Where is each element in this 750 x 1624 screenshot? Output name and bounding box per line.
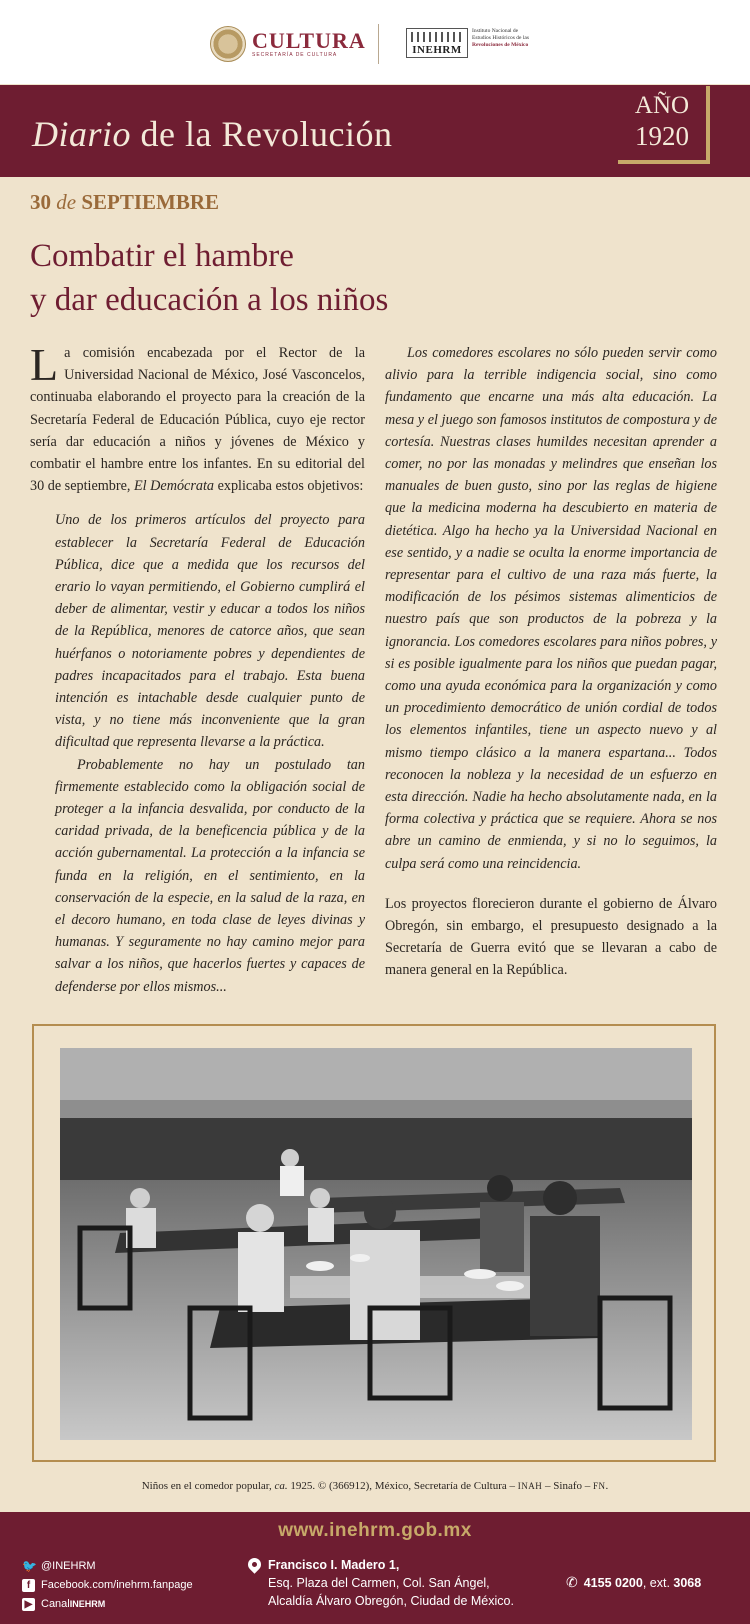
youtube-icon: ▶ xyxy=(22,1598,35,1611)
caption-text: . xyxy=(605,1480,609,1492)
intro-paragraph xyxy=(30,339,365,497)
intro-text-end: explicaba estos objetivos: xyxy=(214,478,364,495)
year-badge xyxy=(618,86,710,164)
header-divider xyxy=(378,24,379,64)
phone-block[interactable] xyxy=(566,1574,701,1591)
photo-frame xyxy=(32,1024,716,1462)
caption-fn: FN xyxy=(593,1481,606,1491)
phone-ext-number: 3068 xyxy=(673,1576,702,1590)
inehrm-desc-line: Revoluciones de México xyxy=(472,42,529,48)
headline-line: y dar educación a los niños xyxy=(30,282,389,318)
facebook-url: Facebook.com/inehrm.fanpage xyxy=(41,1579,193,1591)
cultura-logo-subtext: SECRETARÍA DE CULTURA xyxy=(252,52,338,58)
inehrm-desc-line: Estudios Históricos de las xyxy=(472,35,529,41)
inehrm-description xyxy=(472,28,552,49)
address-street: Francisco I. Madero 1, xyxy=(268,1558,400,1572)
intro-text: a comisión encabezada por el Rector de la Universidad Nacional de México, José Vasconcelos, continuaba elaborando el proyecto para la creación de la Secretaría Federal de Educación Pública, cuyo eje rector sería dar educación a niños y jóvenes de México y combatir el hambre entre los infantes. En su editorial del 30 de septiembre, xyxy=(30,345,365,495)
article-right-column xyxy=(385,342,717,982)
quote-paragraph: Probablemente no hay un postulado tan firmemente establecido como la obligación social de proteger a la infancia desvalida, por conducto de la caridad privada, de la beneficencia pública y de la acción gubernamental. La protección a la infancia se funda en la religión, en el sentimiento, en la conservación de la especie, en la salud de la raza, en el decoro humano, en toda clase de leyes divinas y humanas. Y seguramente no hay camino mejor para salvar a los niños, que hacerlos fuertes y capaces de defenderse por ellos mismos... xyxy=(55,756,365,995)
date-de: de xyxy=(56,190,77,214)
historical-photo-dining-hall xyxy=(60,1048,692,1440)
caption-text: 1925. © (366912), México, Secretaría de Cultura – xyxy=(287,1480,518,1492)
drop-cap: L xyxy=(30,339,59,390)
quote-paragraph: Uno de los primeros artículos del proyecto para establecer la Secretaría Federal de Educación Pública, dice que a medida que los recursos del erario lo vayan permitiendo, el Gobierno cumplirá el deber de alimentar, vestir y educar a todos los niños de la República, menores de catorce años, que sean huérfanos o notoriamente pobres y dependientes de padres incapacitados para el trabajo. Esta buena intención es intachable desde cualquier punto de vista, y no tiene más inconveniente que la gran dificultad que representa llevarse a la práctica. xyxy=(55,512,365,751)
date-day: 30 xyxy=(30,190,51,214)
address-line: Esq. Plaza del Carmen, Col. San Ángel, xyxy=(268,1576,490,1590)
year-value: 1920 xyxy=(635,121,689,151)
youtube-link[interactable] xyxy=(22,1595,193,1614)
twitter-link[interactable] xyxy=(22,1557,193,1576)
series-title-rest: de la Revolución xyxy=(131,114,393,154)
closing-paragraph: Los proyectos florecieron durante el gobierno de Álvaro Obregón, sin embargo, el presupuesto designado a la Secretaría de Guerra evitó que se llevaran a cabo de manera general en la República. xyxy=(385,895,717,979)
inehrm-building-icon xyxy=(406,28,468,58)
caption-inah: INAH xyxy=(517,1481,543,1491)
youtube-channel: INEHRM xyxy=(69,1599,106,1609)
twitter-handle: @INEHRM xyxy=(41,1560,96,1572)
website-link[interactable]: www.inehrm.gob.mx xyxy=(278,1520,472,1541)
inehrm-logo xyxy=(406,28,552,58)
series-title-italic: Diario xyxy=(32,114,132,154)
phone-ext-label: , ext. xyxy=(642,1576,674,1590)
inehrm-logo-text: INEHRM xyxy=(412,44,462,56)
mexico-seal-icon xyxy=(210,26,246,62)
inehrm-desc-line: Instituto Nacional de xyxy=(472,28,519,34)
caption-text: Niños en el comedor popular, xyxy=(141,1480,275,1492)
cultura-logo xyxy=(210,24,366,64)
cultura-logo-text: CULTURA xyxy=(252,28,366,53)
date-month: SEPTIEMBRE xyxy=(81,190,220,214)
newspaper-name: El Demócrata xyxy=(134,478,215,495)
article-left-column xyxy=(30,339,365,998)
location-pin-icon xyxy=(245,1555,263,1573)
series-title xyxy=(32,113,392,155)
footer xyxy=(0,1512,750,1624)
year-label: AÑO xyxy=(634,92,690,119)
top-header xyxy=(0,0,750,84)
caption-ca: ca. xyxy=(274,1480,288,1492)
phone-icon: ✆ xyxy=(566,1574,578,1590)
phone-number: 4155 0200 xyxy=(583,1576,643,1590)
twitter-icon: 🐦 xyxy=(22,1559,37,1573)
quote-paragraph: Los comedores escolares no sólo pueden servir como alivio para la terrible indigencia social, sino como fundamento que encarne una más alta educación. La mesa y el juego son famosos institutos de compostura y de cortesía. Nuestras clases humildes necesitan aprender a comer, no por las monadas y melindres que enseñan los manuales de buen gusto, sino por las reglas de higiene que la medicina moderna ha descubierto en materia de dietética. Algo ha hecho ya la Universidad Nacional en ese sentido, y a nadie se oculta la enorme importancia de representar para el cultivo de una raza más fuerte, la modificación de los pésimos sistemas alimenticios de nuestro país que son productos de la pobreza y la ignorancia. Los comedores escolares para niños pobres, y si es posible igualmente para los niños que puedan pagar, como una ayuda económica para la organización y como un procedimiento democrático de unión cordial de todos los elementos infantiles, tiene un aspecto nuevo y al mismo tiempo clásico a la manera espartana... Todos reconocen la nobleza y la necesidad de un esfuerzo en esta dirección. Nadie ha hecho absolutamente nada, en la forma colectiva y práctica que se requiere. Ahora se nos abre un camino de enmienda, y si no lo seguimos, la culpa será como una reincidencia. xyxy=(385,345,717,872)
social-links xyxy=(22,1557,193,1614)
photo-caption xyxy=(0,1480,750,1492)
facebook-icon: f xyxy=(22,1579,35,1592)
address-line: Alcaldía Álvaro Obregón, Ciudad de México. xyxy=(268,1594,514,1608)
facebook-link[interactable] xyxy=(22,1576,193,1595)
address-block xyxy=(248,1556,514,1610)
caption-text: – Sinafo – xyxy=(542,1480,593,1492)
entry-date xyxy=(30,190,219,215)
youtube-label: Canal xyxy=(41,1598,70,1610)
headline-line: Combatir el hambre xyxy=(30,238,294,274)
article-headline xyxy=(30,234,680,322)
